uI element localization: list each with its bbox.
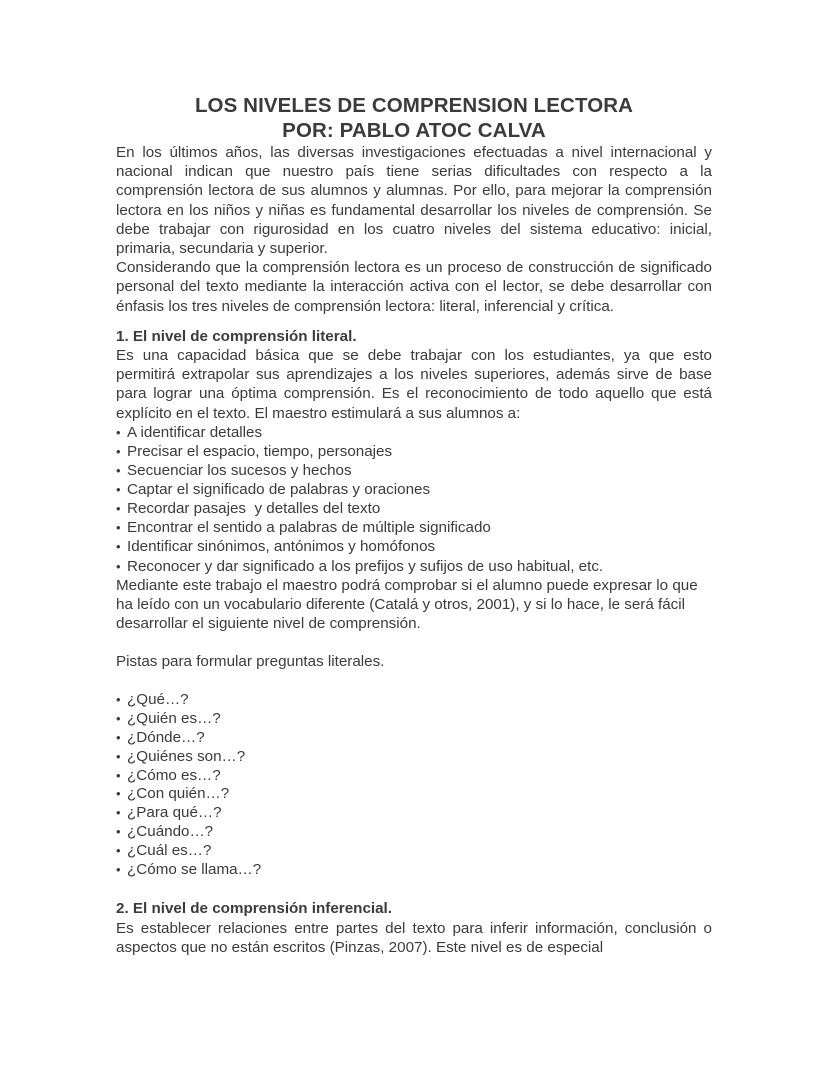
- spacer: [116, 879, 712, 899]
- list-item: • Identificar sinónimos, antónimos y homófonos: [116, 537, 712, 556]
- paragraph-mediante: Mediante este trabajo el maestro podrá comprobar si el alumno puede expresar lo que ha leído con un vocabulario diferente (Catalá y otros, 2001), y si lo hace, le será fácil desarrollar el siguiente nivel de comprensión.: [116, 576, 698, 632]
- list-item: • ¿Con quién…?: [116, 785, 712, 804]
- heading-section-2: 2. El nivel de comprensión inferencial.: [116, 900, 392, 918]
- list-item: • Secuenciar los sucesos y hechos: [116, 461, 712, 480]
- spacer: [116, 633, 712, 652]
- paragraph-pistas: Pistas para formular preguntas literales.: [116, 653, 385, 671]
- list-item: • ¿Quién es…?: [116, 710, 712, 729]
- spacer: [116, 671, 712, 691]
- paragraph-considering: Considerando que la comprensión lectora es un proceso de construcción de significado personal del texto mediante la interacción activa con el lector, se debe desarrollar con énfasis los tres niveles de comprensión lectora: literal, inferencial y crítica.: [116, 259, 712, 315]
- paragraph-literal-body: Es una capacidad básica que se debe trabajar con los estudiantes, ya que esto permitirá extrapolar sus aprendizajes a los niveles superiores, además sirve de base para lograr una óptima comprensión. Es el reconocimiento de todo aquello que está explícito en el texto. El maestro estimulará a sus alumnos a:: [116, 347, 712, 422]
- title-line-2: POR: PABLO ATOC CALVA: [282, 119, 546, 142]
- paragraph-inferencial-body: Es establecer relaciones entre partes del texto para inferir información, conclusión o aspectos que no están escritos (Pinzas, 2007). Este nivel es de especial: [116, 919, 712, 956]
- list-item: • Reconocer y dar significado a los prefijos y sufijos de uso habitual, etc.: [116, 557, 712, 576]
- list-item: • Recordar pasajes y detalles del texto: [116, 499, 712, 518]
- list-item: • ¿Cómo se llama…?: [116, 861, 712, 880]
- list-item: • ¿Para qué…?: [116, 804, 712, 823]
- literal-question-list: [116, 691, 712, 879]
- list-item: • Encontrar el sentido a palabras de múltiple significado: [116, 518, 712, 537]
- heading-section-1: 1. El nivel de comprensión literal.: [116, 327, 357, 345]
- list-item: • ¿Quiénes son…?: [116, 748, 712, 767]
- list-item: • ¿Dónde…?: [116, 729, 712, 748]
- document-content: [116, 93, 712, 957]
- list-item: • ¿Cuál es…?: [116, 842, 712, 861]
- spacer: [116, 316, 712, 327]
- list-item: • A identificar detalles: [116, 423, 712, 442]
- page-title: [116, 93, 712, 143]
- list-item: • ¿Cómo es…?: [116, 767, 712, 786]
- paragraph-intro: En los últimos años, las diversas investigaciones efectuadas a nivel internacional y nacional indican que nuestro país tiene serias dificultades con respecto a la comprensión lectora de sus alumnos y alumnas. Por ello, para mejorar la comprensión lectora en los niños y niñas es fundamental desarrollar los niveles de comprensión. Se debe trabajar con rigurosidad en los cuatro niveles del sistema educativo: inicial, primaria, secundaria y superior.: [116, 144, 712, 258]
- list-item: • Captar el significado de palabras y oraciones: [116, 480, 712, 499]
- list-item: • ¿Cuándo…?: [116, 823, 712, 842]
- list-item: • Precisar el espacio, tiempo, personajes: [116, 442, 712, 461]
- list-item: • ¿Qué…?: [116, 691, 712, 710]
- title-line-1: LOS NIVELES DE COMPRENSION LECTORA: [194, 94, 634, 117]
- literal-bullet-list: [116, 423, 712, 576]
